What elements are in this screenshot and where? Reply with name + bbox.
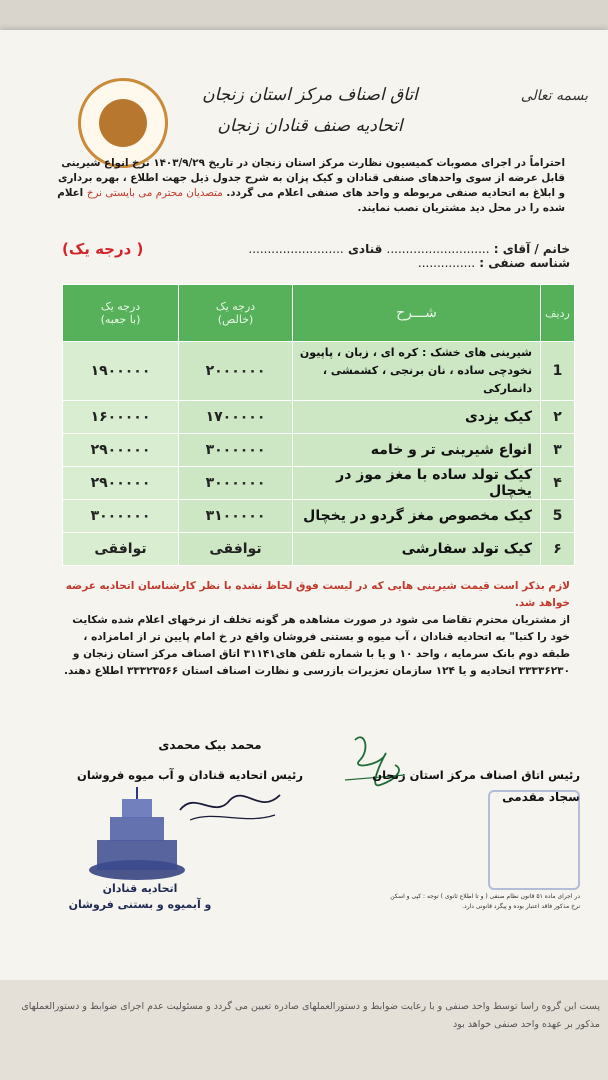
row-price-net: ۳۱۰۰۰۰۰ [179,500,293,533]
intro-main: احتراماً در اجرای مصوبات کمیسیون نظارت مرکز استان زنجان در تاریخ ۱۴۰۳/۹/۲۹ نرخ انواع شیرینی قابل عرضه از سوی واحدهای صنفی قنادان و کیک پزان به شرح جدول ذیل جهت اطلاع ، بهره برداری و ابلاغ به اتحادیه صنفی مربوطه و واحد های صنفی اعلام می گردد. [58,157,565,199]
header-grade1-box: درجه یک (با جعبه) [63,285,179,342]
row-price-box: ۱۶۰۰۰۰۰ [63,401,179,434]
row-index: ۳ [541,434,575,467]
footer-paragraph [60,578,570,680]
row-index: ۴ [541,467,575,500]
table-row [63,401,575,434]
header-sharh: شـــرح [293,285,541,342]
next-page-text: پست این گروه راسا توسط واحد صنفی و با رعایت ضوابط و دستورالعملهای صادره تعیین می گردد و مسئولیت عدم اجرای ضوابط و دستورالعملهای مذکور بر عهده واحد صنفی خواهد بود [21,1001,600,1030]
row-index: ۲ [541,401,575,434]
row-price-box: ۲۹۰۰۰۰۰ [63,434,179,467]
owner-blank: ........................... [386,242,490,256]
table-row [63,342,575,401]
table-row [63,467,575,500]
row-description: کیک یزدی [293,401,541,434]
row-index: 1 [541,342,575,401]
left-signer-title: رئیس اتحادیه قنادان و آب میوه فروشان [77,768,303,782]
header-grade1-net: درجه یک (خالص) [179,285,293,342]
stamp-text-1: اتحادیه قنادان [102,882,178,895]
shop-blank: ......................... [248,242,344,256]
besm-header: بسمه تعالی [520,88,588,104]
id-blank: ............... [417,256,476,270]
price-table [62,284,575,566]
owner-label: خانم / آقای : [493,242,570,256]
header-radif: ردیف [541,285,575,342]
logo-emblem [99,99,147,147]
row-price-box: ۳۰۰۰۰۰۰ [63,500,179,533]
intro-red: متصدیان محترم می بایستی نرخ [86,187,223,199]
right-signer-title: رئیس اتاق اصناف مرکز استان زنجان [372,768,580,782]
id-label: شناسه صنفی : [479,256,570,270]
shop-label: قنادی [347,242,383,256]
row-price-net: ۳۰۰۰۰۰۰ [179,434,293,467]
union-logo [78,78,168,168]
row-price-net: ۳۰۰۰۰۰۰ [179,467,293,500]
table-row [63,533,575,566]
row-index: 5 [541,500,575,533]
official-stamp [488,790,580,890]
table-row [63,500,575,533]
degree-label: (درجه یک ) [62,240,144,258]
row-price-net: ۱۷۰۰۰۰۰ [179,401,293,434]
intro-end: اعلام شده را در محل دید مشتریان نصب نمایند. [57,187,565,214]
row-description: شیرینی های خشک : کره ای ، زبان ، پاپیون نخودچی ساده ، نان برنجی ، کشمشی ، دانمارکی [293,342,541,401]
page-title: اتاق اصناف مرکز استان زنجان [202,85,418,105]
row-price-box: ۱۹۰۰۰۰۰ [63,342,179,401]
row-description: کیک مخصوص مغز گردو در یخچال [293,500,541,533]
left-signer-name: محمد بیک محمدی [158,738,262,752]
footer-complaint: از مشتریان محترم تقاضا می شود در صورت مشاهده هر گونه تخلف از نرخهای اعلام شده شکایت خود را کتبا" به اتحادیه قنادان ، آب میوه و بستنی فروشان واقع در خ امام پایین تر از امامزاده ، طبقه دوم بانک سرمایه ، واحد ۱۰ و یا با شماره تلفن های۳۱۱۴۱ اتاق اصناف مرکز استان زنجان و ۳۳۳۳۶۲۳۰ اتحادیه و یا ۱۲۴ سازمان تعزیرات بازرسی و نظارت اصناف استان ۳۳۳۲۳۵۶۶ اطلاع دهند. [64,614,570,677]
legal-note: در اجرای ماده ۵۱ قانون نظام صنفی ( و تا اطلاع ثانوی ) توجه : کپی و اسکن نرخ مذکور فاقد اعتبار بوده و پیگرد قانونی دارد. [390,893,580,910]
row-index: ۶ [541,533,575,566]
row-price-net: توافقی [179,533,293,566]
row-description: کیک تولد ساده با مغز موز در یخچال [293,467,541,500]
stamp-text-2: و آبمیوه و بستنی فروشان [68,898,212,911]
row-price-box: ۲۹۰۰۰۰۰ [63,467,179,500]
right-signer-name: سجاد مقدمی [502,790,580,804]
row-price-net: ۲۰۰۰۰۰۰ [179,342,293,401]
page-subtitle: اتحادیه صنف قنادان زنجان [217,116,403,136]
row-price-box: توافقی [63,533,179,566]
row-description: انواع شیرینی تر و خامه [293,434,541,467]
footer-note-red: لازم بذکر است قیمت شیرینی هایی که در لیست فوق لحاظ نشده با نظر کارشناسان اتحادیه عرضه خواهد شد. [65,580,570,609]
intro-paragraph [55,156,565,216]
row-description: کیک تولد سفارشی [293,533,541,566]
owner-line [230,242,570,270]
table-row [63,434,575,467]
cake-stamp-icon [82,785,192,885]
